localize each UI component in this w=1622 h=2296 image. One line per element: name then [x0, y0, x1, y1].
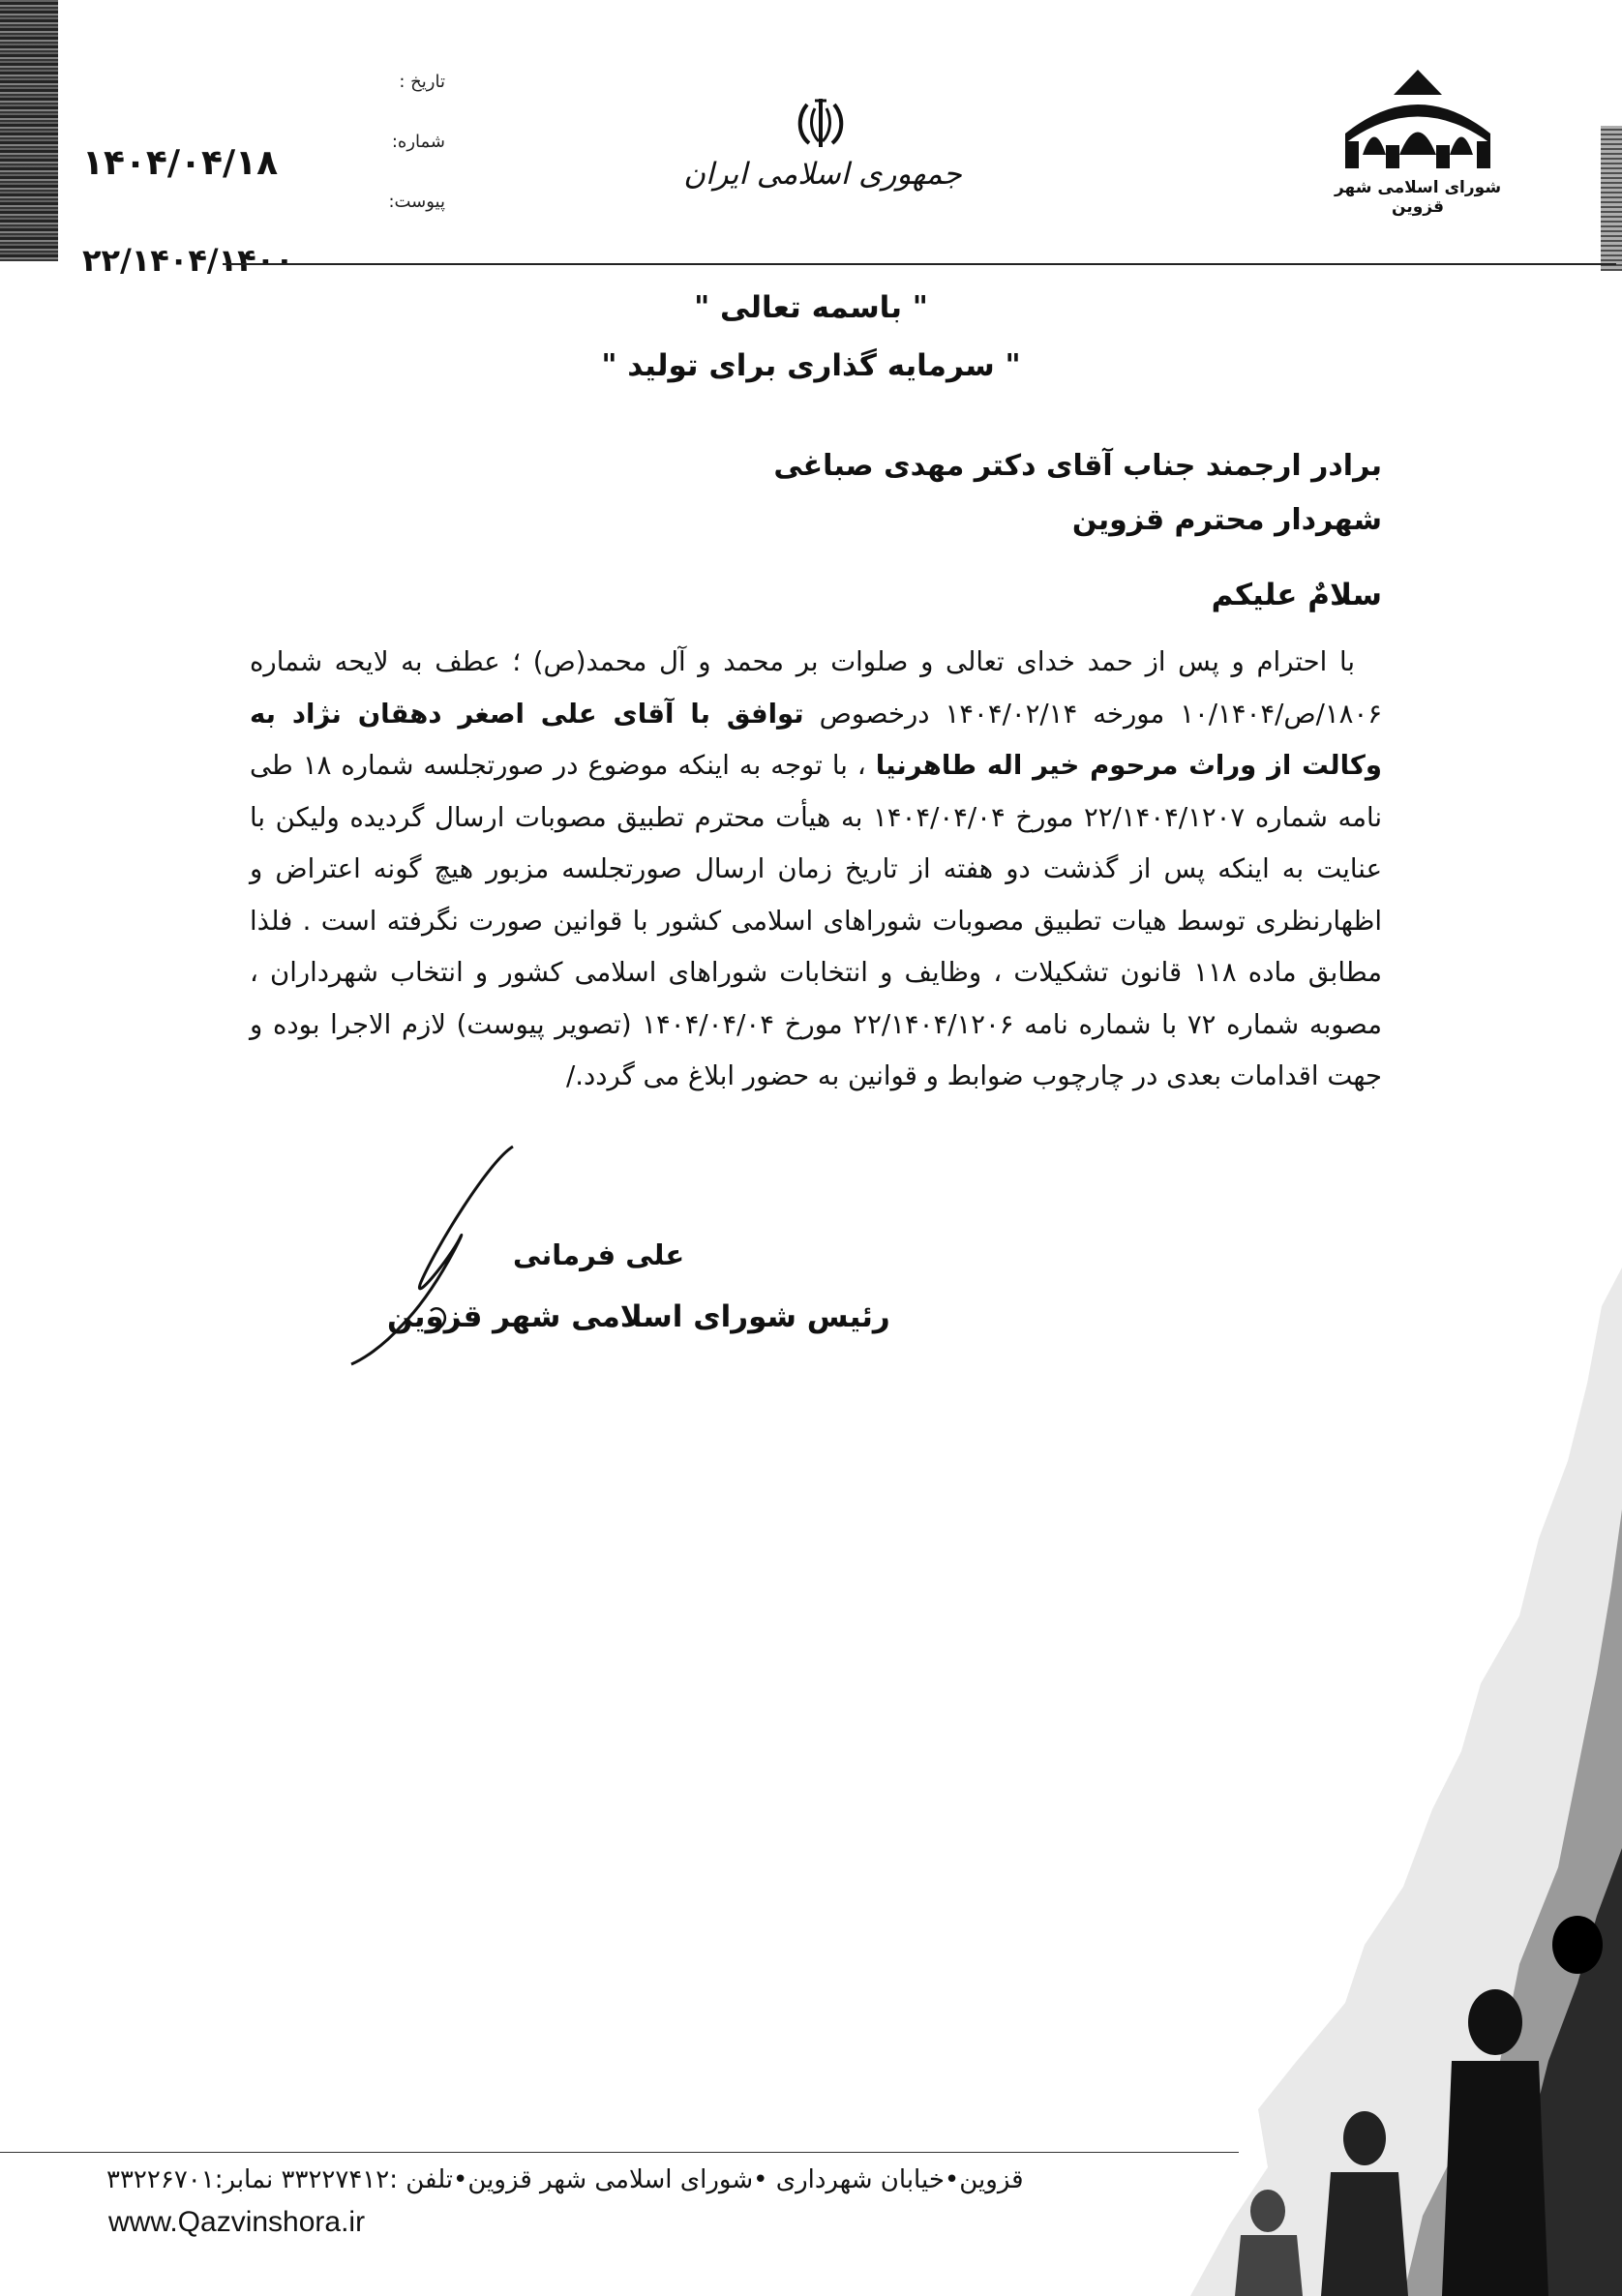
council-logo-icon — [1336, 66, 1500, 172]
number-label: شماره: — [391, 132, 445, 152]
scan-noise-right — [1601, 126, 1622, 271]
basmala: " باسمه تعالی " — [694, 290, 928, 325]
republic-name: جمهوری اسلامی ایران — [683, 157, 962, 192]
date-label: تاریخ : — [399, 72, 445, 92]
motto: " سرمایه گذاری برای تولید " — [601, 348, 1021, 383]
body-part-1: با احترام و پس از حمد خدای تعالی و صلوات بر محمد و آل محمد(ص) ؛ عطف به لایحه شماره ۱۸۰۶/ص/۱۰/۱۴۰۴ مورخه ۱۴۰۴/۰۲/۱۴ درخصوص — [250, 646, 1382, 730]
header-divider — [223, 263, 1616, 265]
letter-number: ۲۲/۱۴۰۴/۱۴۰۰ — [82, 242, 294, 279]
letter-body — [250, 637, 1382, 1103]
iran-emblem-icon — [794, 97, 848, 149]
attachment-label: پیوست: — [388, 192, 445, 212]
recipient-line-2: شهردار محترم قزوین — [1071, 503, 1382, 537]
letter-date: ۱۴۰۴/۰۴/۱۸ — [82, 143, 279, 183]
handwritten-signature — [344, 1142, 537, 1374]
footer-website: www.Qazvinshora.ir — [108, 2206, 366, 2238]
recipient-line-1: برادر ارجمند جناب آقای دکتر مهدی صباغی — [773, 449, 1382, 483]
footer-divider — [0, 2152, 1239, 2153]
footer-address: قزوین•خیابان شهرداری •شورای اسلامی شهر قزوین•تلفن :۳۳۲۲۷۴۱۲ نمابر:۳۳۲۲۶۷۰۱ — [106, 2165, 1024, 2194]
body-bold-subject: توافق با آقای علی اصغر دهقان نژاد به وکالت از وراث مرحوم خیر اله طاهرنیا — [250, 698, 1383, 781]
greeting: سلامٌ علیکم — [1211, 578, 1382, 612]
crowd-silhouette-graphic — [1113, 1267, 1622, 2296]
signer-name: علی فرمانی — [513, 1238, 685, 1271]
council-name: شورای اسلامی شهر قزوین — [1334, 178, 1502, 217]
body-part-2: ، با توجه به اینکه موضوع در صورتجلسه شماره ۱۸ طی نامه شماره ۲۲/۱۴۰۴/۱۲۰۷ مورخ ۱۴۰۴/۰۴/۰۴ به هیأت محترم تطبیق مصوبات ارسال گردیده ولیکن با عنایت به اینکه پس از گذشت دو هفته از تاریخ زمان ارسال صورتجلسه مزبور هیچ گونه اعتراض و اظهارنظری توسط هیات تطبیق مصوبات شوراهای اسلامی کشور با قوانین صورت نگرفته است . فلذا مطابق ماده ۱۱۸ قانون تشکیلات ، وظایف و انتخابات شوراهای اسلامی کشور و انتخاب شهرداران ، مصوبه شماره ۷۲ با شماره نامه ۲۲/۱۴۰۴/۱۲۰۶ مورخ ۱۴۰۴/۰۴/۰۴ (تصویر پیوست) لازم الاجرا بوده و جهت اقدامات بعدی در چارچوب ضوابط و قوانین به حضور ابلاغ می گردد./ — [250, 750, 1383, 1091]
signer-title: رئیس شورای اسلامی شهر قزوین — [387, 1299, 890, 1334]
scan-noise-left — [0, 0, 58, 261]
